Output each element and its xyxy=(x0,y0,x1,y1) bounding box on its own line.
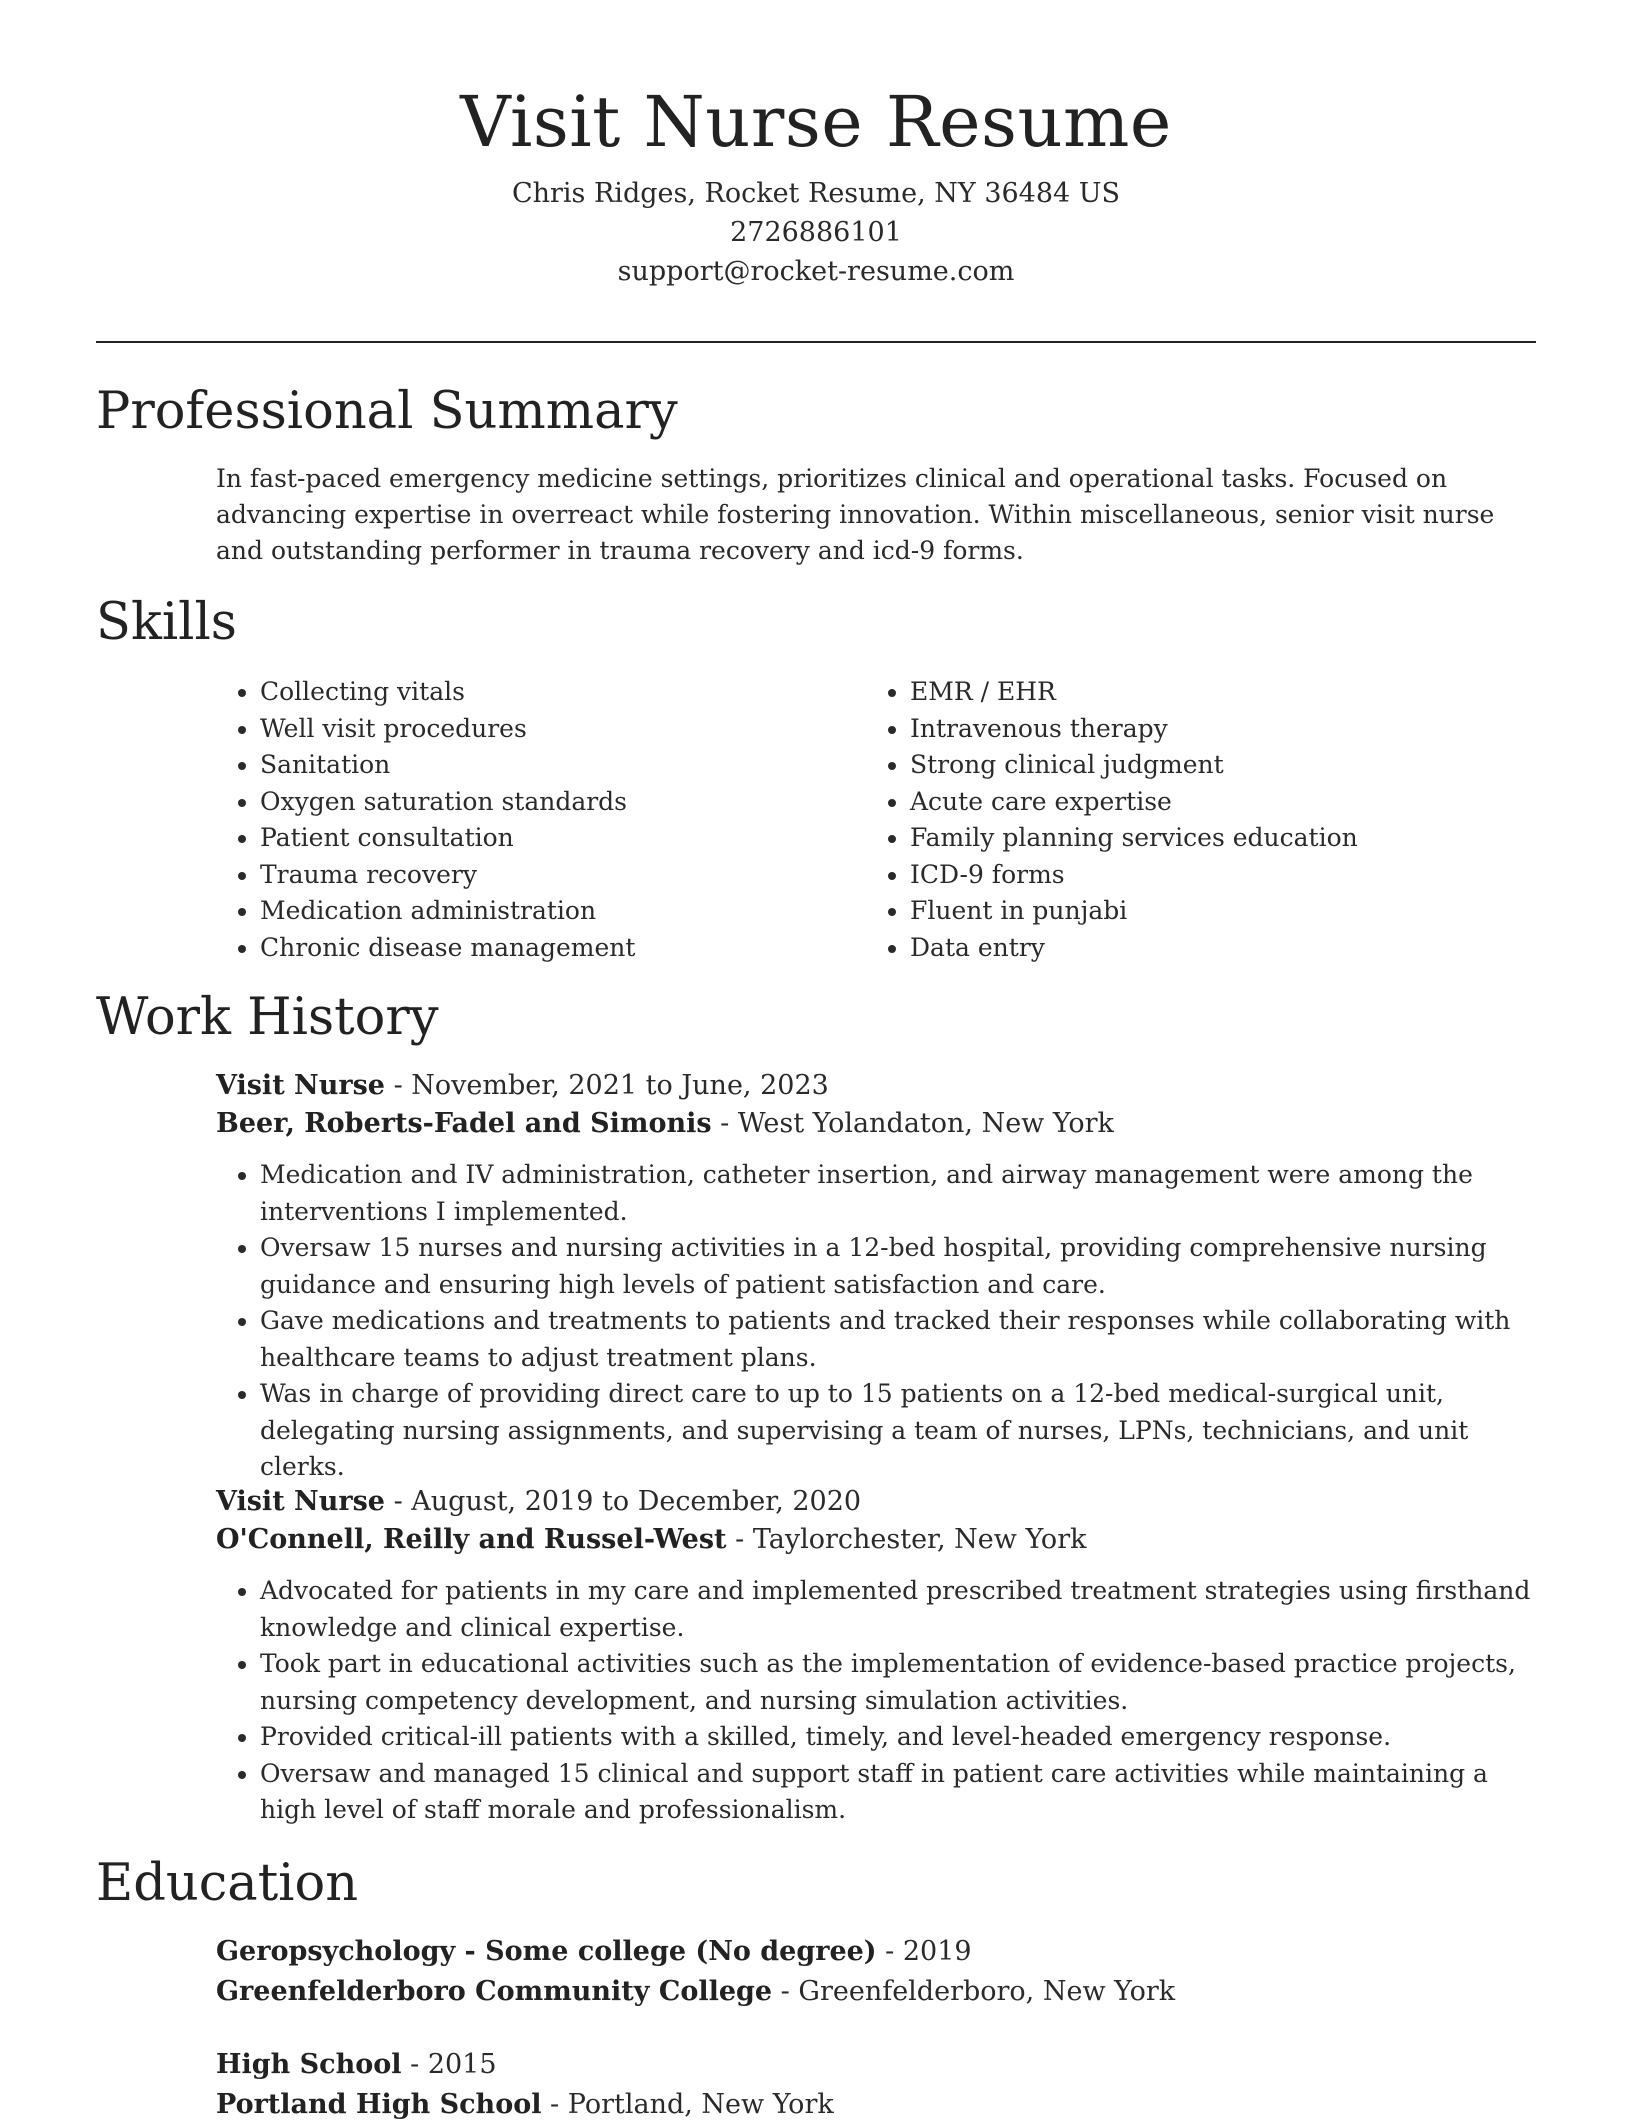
job-duty: • Advocated for patients in my care and implemented prescribed treatment strategies using firsthand knowledge and clinical expertise. xyxy=(260,1573,1536,1646)
education-school: Greenfelderboro Community College xyxy=(216,1976,773,2007)
education-school: Portland High School xyxy=(216,2089,542,2120)
job-location: - Taylorchester, New York xyxy=(726,1524,1087,1555)
education-school-line xyxy=(216,1973,1536,2011)
skill-item: • Sanitation xyxy=(260,747,836,784)
skill-item: • Intravenous therapy xyxy=(910,711,1536,748)
job-duties xyxy=(216,1157,1536,1486)
job-duty: • Gave medications and treatments to patients and tracked their responses while collaborating with healthcare teams to adjust treatment plans. xyxy=(260,1303,1536,1376)
skills-column-left xyxy=(216,674,836,966)
work-history-heading: Work History xyxy=(96,988,439,1047)
skill-item: • EMR / EHR xyxy=(910,674,1536,711)
job-title-line xyxy=(216,1483,1536,1521)
contact-email: support@rocket-resume.com xyxy=(617,256,1015,287)
education-location: - Portland, New York xyxy=(541,2089,834,2120)
skill-item: • Medication administration xyxy=(260,893,836,930)
job-duty: • Oversaw 15 nurses and nursing activities in a 12-bed hospital, providing comprehensive nursing guidance and ensuring high levels of patient satisfaction and care. xyxy=(260,1230,1536,1303)
job-entry xyxy=(216,1483,1536,1829)
job-role: Visit Nurse xyxy=(216,1070,385,1101)
contact-info xyxy=(96,174,1536,291)
header-divider xyxy=(96,341,1536,343)
contact-address: Chris Ridges, Rocket Resume, NY 36484 US xyxy=(511,178,1121,209)
education-location: - Greenfelderboro, New York xyxy=(772,1976,1176,2007)
skill-item: • Patient consultation xyxy=(260,820,836,857)
skill-item: • Trauma recovery xyxy=(260,857,836,894)
job-duty: • Provided critical-ill patients with a skilled, timely, and level-headed emergency response. xyxy=(260,1719,1536,1756)
job-employer-line xyxy=(216,1521,1536,1559)
job-employer: O'Connell, Reilly and Russel-West xyxy=(216,1524,727,1555)
skill-item: • ICD-9 forms xyxy=(910,857,1536,894)
education-entry xyxy=(216,2046,1536,2124)
skills-heading: Skills xyxy=(96,593,237,652)
skill-item: • Family planning services education xyxy=(910,820,1536,857)
skill-item: • Well visit procedures xyxy=(260,711,836,748)
education-degree-line xyxy=(216,2046,1536,2084)
education-year: - 2015 xyxy=(401,2049,497,2080)
job-entry xyxy=(216,1067,1536,1486)
skill-item: • Strong clinical judgment xyxy=(910,747,1536,784)
education-school-line xyxy=(216,2086,1536,2124)
resume-header xyxy=(96,80,1536,291)
education-field: High School xyxy=(216,2049,402,2080)
education-degree-line xyxy=(216,1933,1536,1971)
skills-column-right xyxy=(866,674,1536,966)
job-title-line xyxy=(216,1067,1536,1105)
education-field: Geropsychology xyxy=(216,1936,456,1967)
job-employer-line xyxy=(216,1105,1536,1143)
skill-item: • Chronic disease management xyxy=(260,930,836,967)
skill-item: • Data entry xyxy=(910,930,1536,967)
education-heading: Education xyxy=(96,1854,359,1913)
job-duty: • Took part in educational activities such as the implementation of evidence-based practice projects, nursing competency development, and nursing simulation activities. xyxy=(260,1646,1536,1719)
job-duty: • Oversaw and managed 15 clinical and support staff in patient care activities while maintaining a high level of staff morale and professionalism. xyxy=(260,1756,1536,1829)
contact-phone: 2726886101 xyxy=(730,217,902,248)
job-duty: • Was in charge of providing direct care to up to 15 patients on a 12-bed medical-surgical unit, delegating nursing assignments, and supervising a team of nurses, LPNs, technicians, and unit clerks. xyxy=(260,1376,1536,1486)
education-degree: - Some college (No degree) xyxy=(455,1936,877,1967)
page-title: Visit Nurse Resume xyxy=(460,81,1172,163)
skill-item: • Collecting vitals xyxy=(260,674,836,711)
summary-text: In fast-paced emergency medicine settings, prioritizes clinical and operational tasks. Focused on advancing expertise in overreact while fostering innovation. Within miscellaneous, senior visit nurse and outstanding performer in trauma recovery and icd-9 forms. xyxy=(216,464,1495,565)
job-employer: Beer, Roberts-Fadel and Simonis xyxy=(216,1108,712,1139)
summary-heading: Professional Summary xyxy=(96,382,678,441)
job-duties xyxy=(216,1573,1536,1829)
job-location: - West Yolandaton, New York xyxy=(711,1108,1114,1139)
job-dates: - August, 2019 to December, 2020 xyxy=(384,1486,862,1517)
job-duty: • Medication and IV administration, catheter insertion, and airway management were among the interventions I implemented. xyxy=(260,1157,1536,1230)
skill-item: • Oxygen saturation standards xyxy=(260,784,836,821)
job-dates: - November, 2021 to June, 2023 xyxy=(384,1070,829,1101)
job-role: Visit Nurse xyxy=(216,1486,385,1517)
education-year: - 2019 xyxy=(876,1936,972,1967)
skill-item: • Fluent in punjabi xyxy=(910,893,1536,930)
education-entry xyxy=(216,1933,1536,2011)
skill-item: • Acute care expertise xyxy=(910,784,1536,821)
